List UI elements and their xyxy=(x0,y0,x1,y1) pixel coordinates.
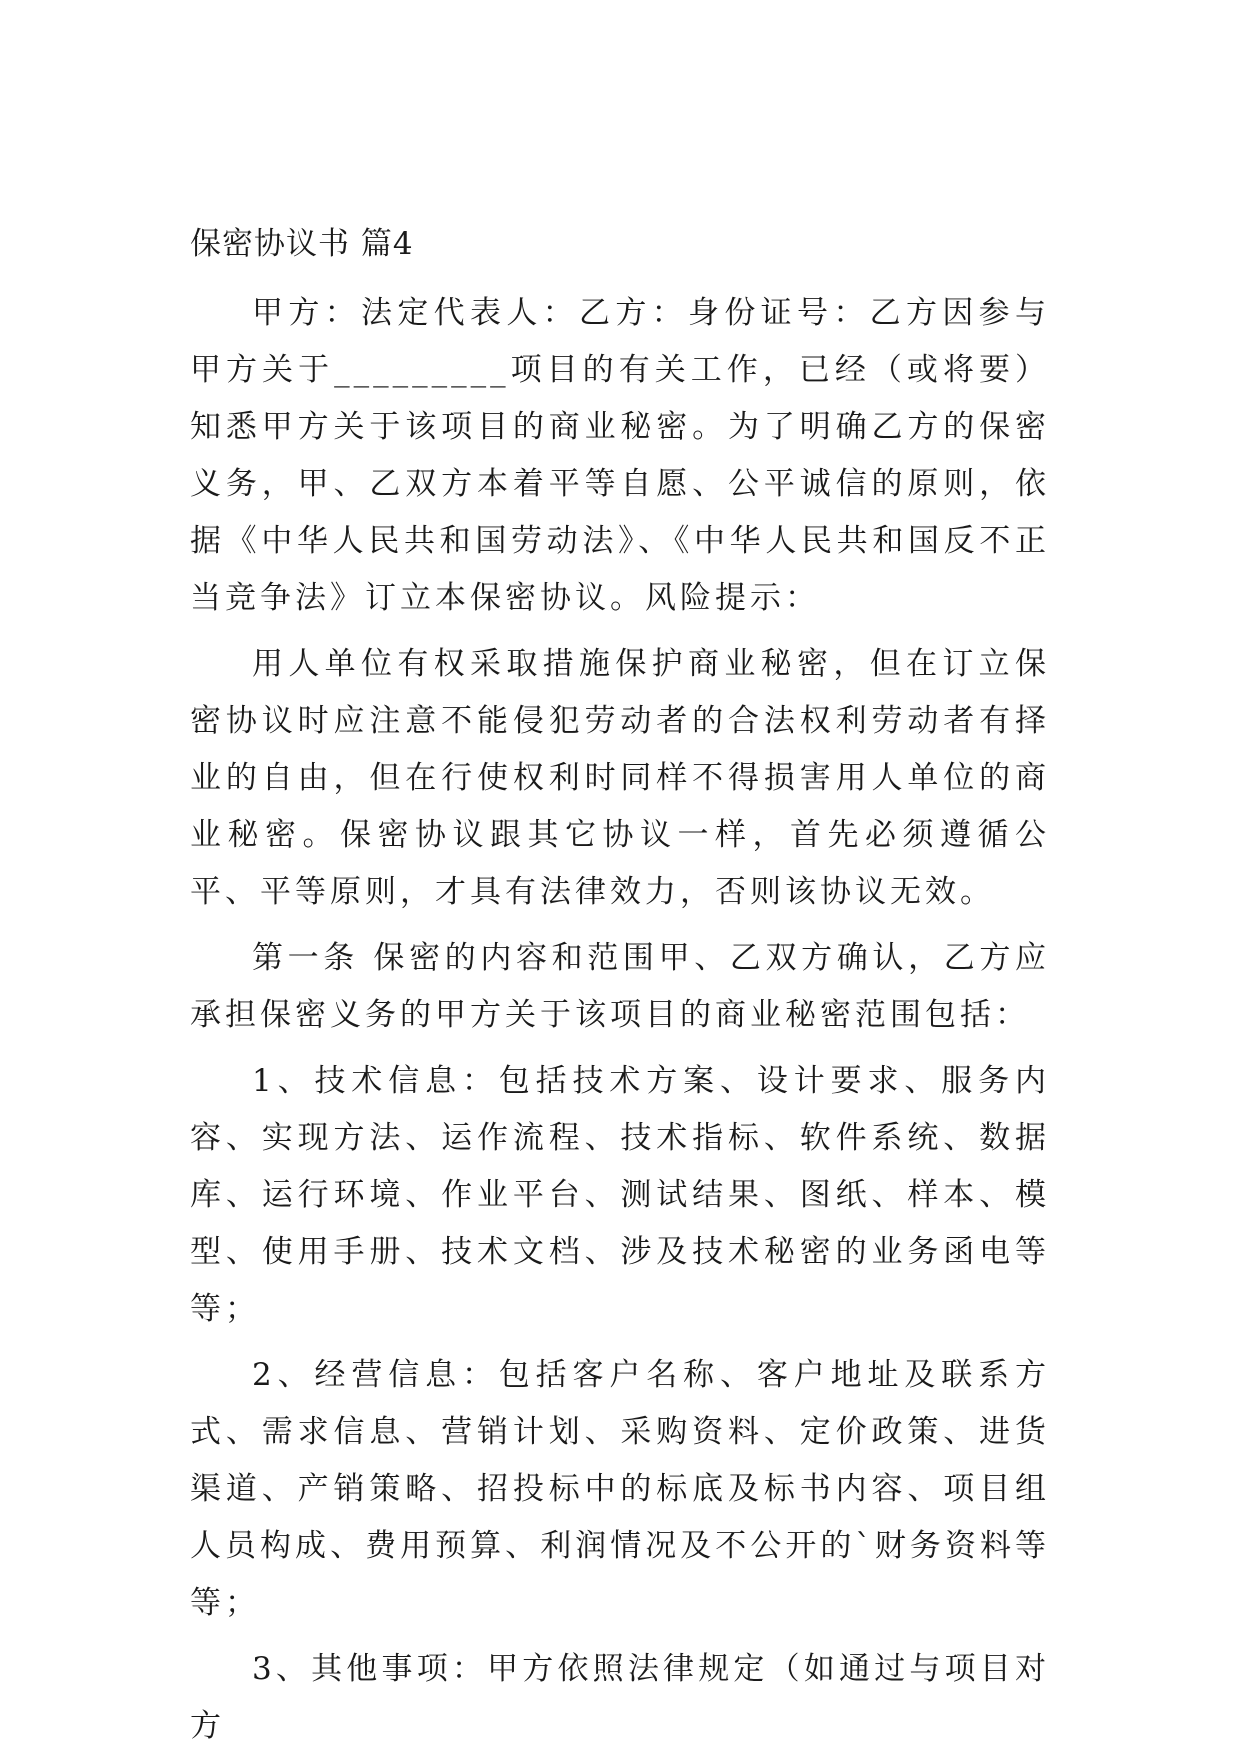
paragraph-parties: 甲方：法定代表人：乙方：身份证号：乙方因参与甲方关于_________项目的有关工作，已经（或将要）知悉甲方关于该项目的商业秘密。为了明确乙方的保密义务，甲、乙双方本着平等自愿、公平诚信的原则，依据《中华人民共和国劳动法》、《中华人民共和国反不正当竞争法》订立本保密协议。风险提示： xyxy=(190,295,1050,616)
paragraph-business-info: 2、经营信息：包括客户名称、客户地址及联系方式、需求信息、营销计划、采购资料、定价政策、进货渠道、产销策略、招投标中的标底及标书内容、项目组人员构成、费用预算、利润情况及不公开的`财务资料等等； xyxy=(190,1357,1050,1621)
paragraph-other-matters: 3、其他事项：甲方依照法律规定（如通过与项目对方 xyxy=(190,1651,1050,1744)
document-title: 保密协议书 篇4 xyxy=(190,226,414,262)
paragraph-risk-notice: 用人单位有权采取措施保护商业秘密，但在订立保密协议时应注意不能侵犯劳动者的合法权利劳动者有择业的自由，但在行使权利时同样不得损害用人单位的商业秘密。保密协议跟其它协议一样，首先必须遵循公平、平等原则，才具有法律效力，否则该协议无效。 xyxy=(190,646,1050,910)
paragraph-technical-info: 1、技术信息：包括技术方案、设计要求、服务内容、实现方法、运作流程、技术指标、软件系统、数据库、运行环境、作业平台、测试结果、图纸、样本、模型、使用手册、技术文档、涉及技术秘密的业务函电等等； xyxy=(190,1063,1050,1327)
document-body xyxy=(190,222,1050,1755)
paragraph-article-1: 第一条 保密的内容和范围甲、乙双方确认，乙方应承担保密义务的甲方关于该项目的商业秘密范围包括： xyxy=(190,940,1050,1033)
